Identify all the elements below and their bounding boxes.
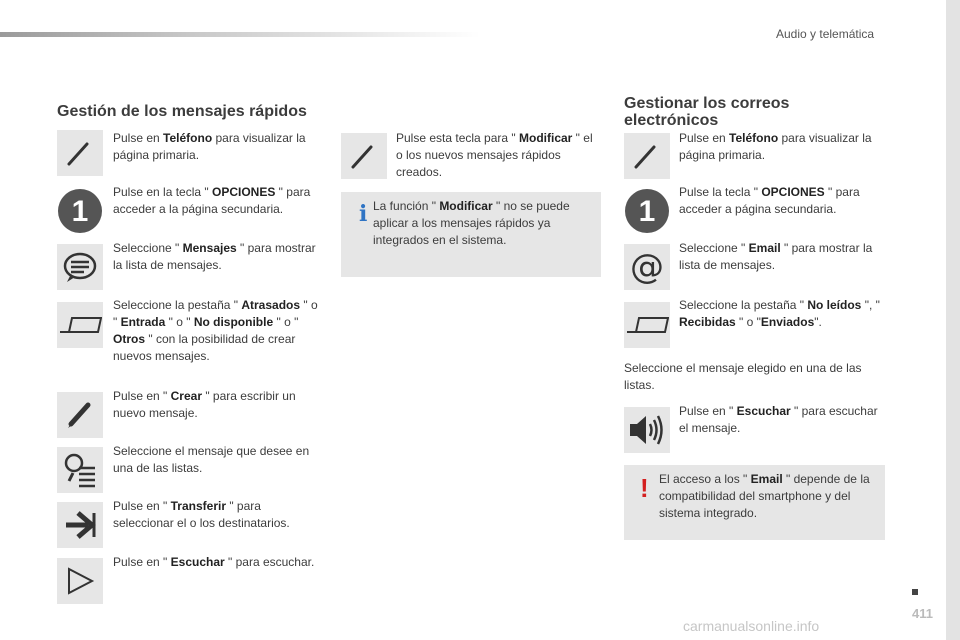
page-marker [912, 589, 918, 595]
step-modificar: Pulse esta tecla para " Modificar " el o los nuevos mensajes rápidos creados. [396, 131, 593, 179]
title-email: Gestionar los correos electrónicos [624, 95, 790, 129]
email-step-opciones: Pulse la tecla " OPCIONES " para acceder a página secundaria. [679, 185, 860, 216]
email-select-text: Seleccione el mensaje elegido en una de las listas. [624, 361, 862, 392]
info-text: La función " Modificar " no se puede aplicar a los mensajes rápidos ya integrados en el sistema. [373, 199, 570, 247]
step-mensajes: Seleccione " Mensajes " para mostrar la lista de mensajes. [113, 241, 316, 272]
step-crear: Pulse en " Crear " para escribir un nuevo mensaje. [113, 389, 296, 420]
pencil-icon [624, 133, 670, 179]
info-icon: i [359, 201, 368, 227]
page-edge-strip [946, 0, 960, 640]
tab-selector-icon [57, 302, 103, 348]
message-list-icon [57, 244, 103, 290]
warning-text: El acceso a los " Email " depende de la compatibilidad del smartphone y del sistema integrado. [659, 472, 870, 520]
tab-selector-icon [624, 302, 670, 348]
email-step-pestana: Seleccione la pestaña " No leídos ", " Recibidas " o "Enviados". [679, 298, 880, 329]
play-icon [57, 558, 103, 604]
warning-exclamation-icon: ! [640, 473, 649, 503]
step-number-badge [57, 188, 103, 234]
step-number-badge [624, 188, 670, 234]
step-escuchar: Pulse en " Escuchar " para escuchar. [113, 555, 315, 569]
top-gradient-bar [0, 32, 480, 37]
svg-text:@: @ [630, 248, 664, 286]
forward-arrow-icon [57, 502, 103, 548]
step-pestana: Seleccione la pestaña " Atrasados " o " Entrada " o " No disponible " o " Otros " con la posibilidad de crear nuevos mensajes. [113, 298, 318, 363]
speaker-icon [624, 407, 670, 453]
email-step-escuchar: Pulse en " Escuchar " para escuchar el mensaje. [679, 404, 878, 435]
section-header: Audio y telemática [776, 27, 875, 41]
svg-text:1: 1 [638, 195, 656, 228]
svg-text:1: 1 [71, 195, 89, 228]
info-box [341, 192, 601, 277]
step-opciones: Pulse en la tecla " OPCIONES " para acceder a la página secundaria. [113, 185, 311, 216]
page-number: 411 [912, 606, 933, 621]
pen-icon [57, 392, 103, 438]
title-quick-messages: Gestión de los mensajes rápidos [57, 103, 307, 120]
email-step-email: Seleccione " Email " para mostrar la lista de mensajes. [679, 241, 873, 272]
watermark: carmanualsonline.info [683, 618, 820, 634]
search-list-icon [57, 447, 103, 493]
step-telefono: Pulse en Teléfono para visualizar la página primaria. [113, 131, 306, 162]
pencil-icon [57, 130, 103, 176]
at-sign-icon [624, 244, 670, 290]
step-seleccione-mensaje: Seleccione el mensaje que desee en una de las listas. [113, 444, 310, 475]
step-transferir: Pulse en " Transferir " para seleccionar el o los destinatarios. [113, 499, 290, 530]
warning-box [624, 465, 885, 540]
email-step-telefono: Pulse en Teléfono para visualizar la página primaria. [679, 131, 872, 162]
edit-pencil-icon [341, 133, 387, 179]
